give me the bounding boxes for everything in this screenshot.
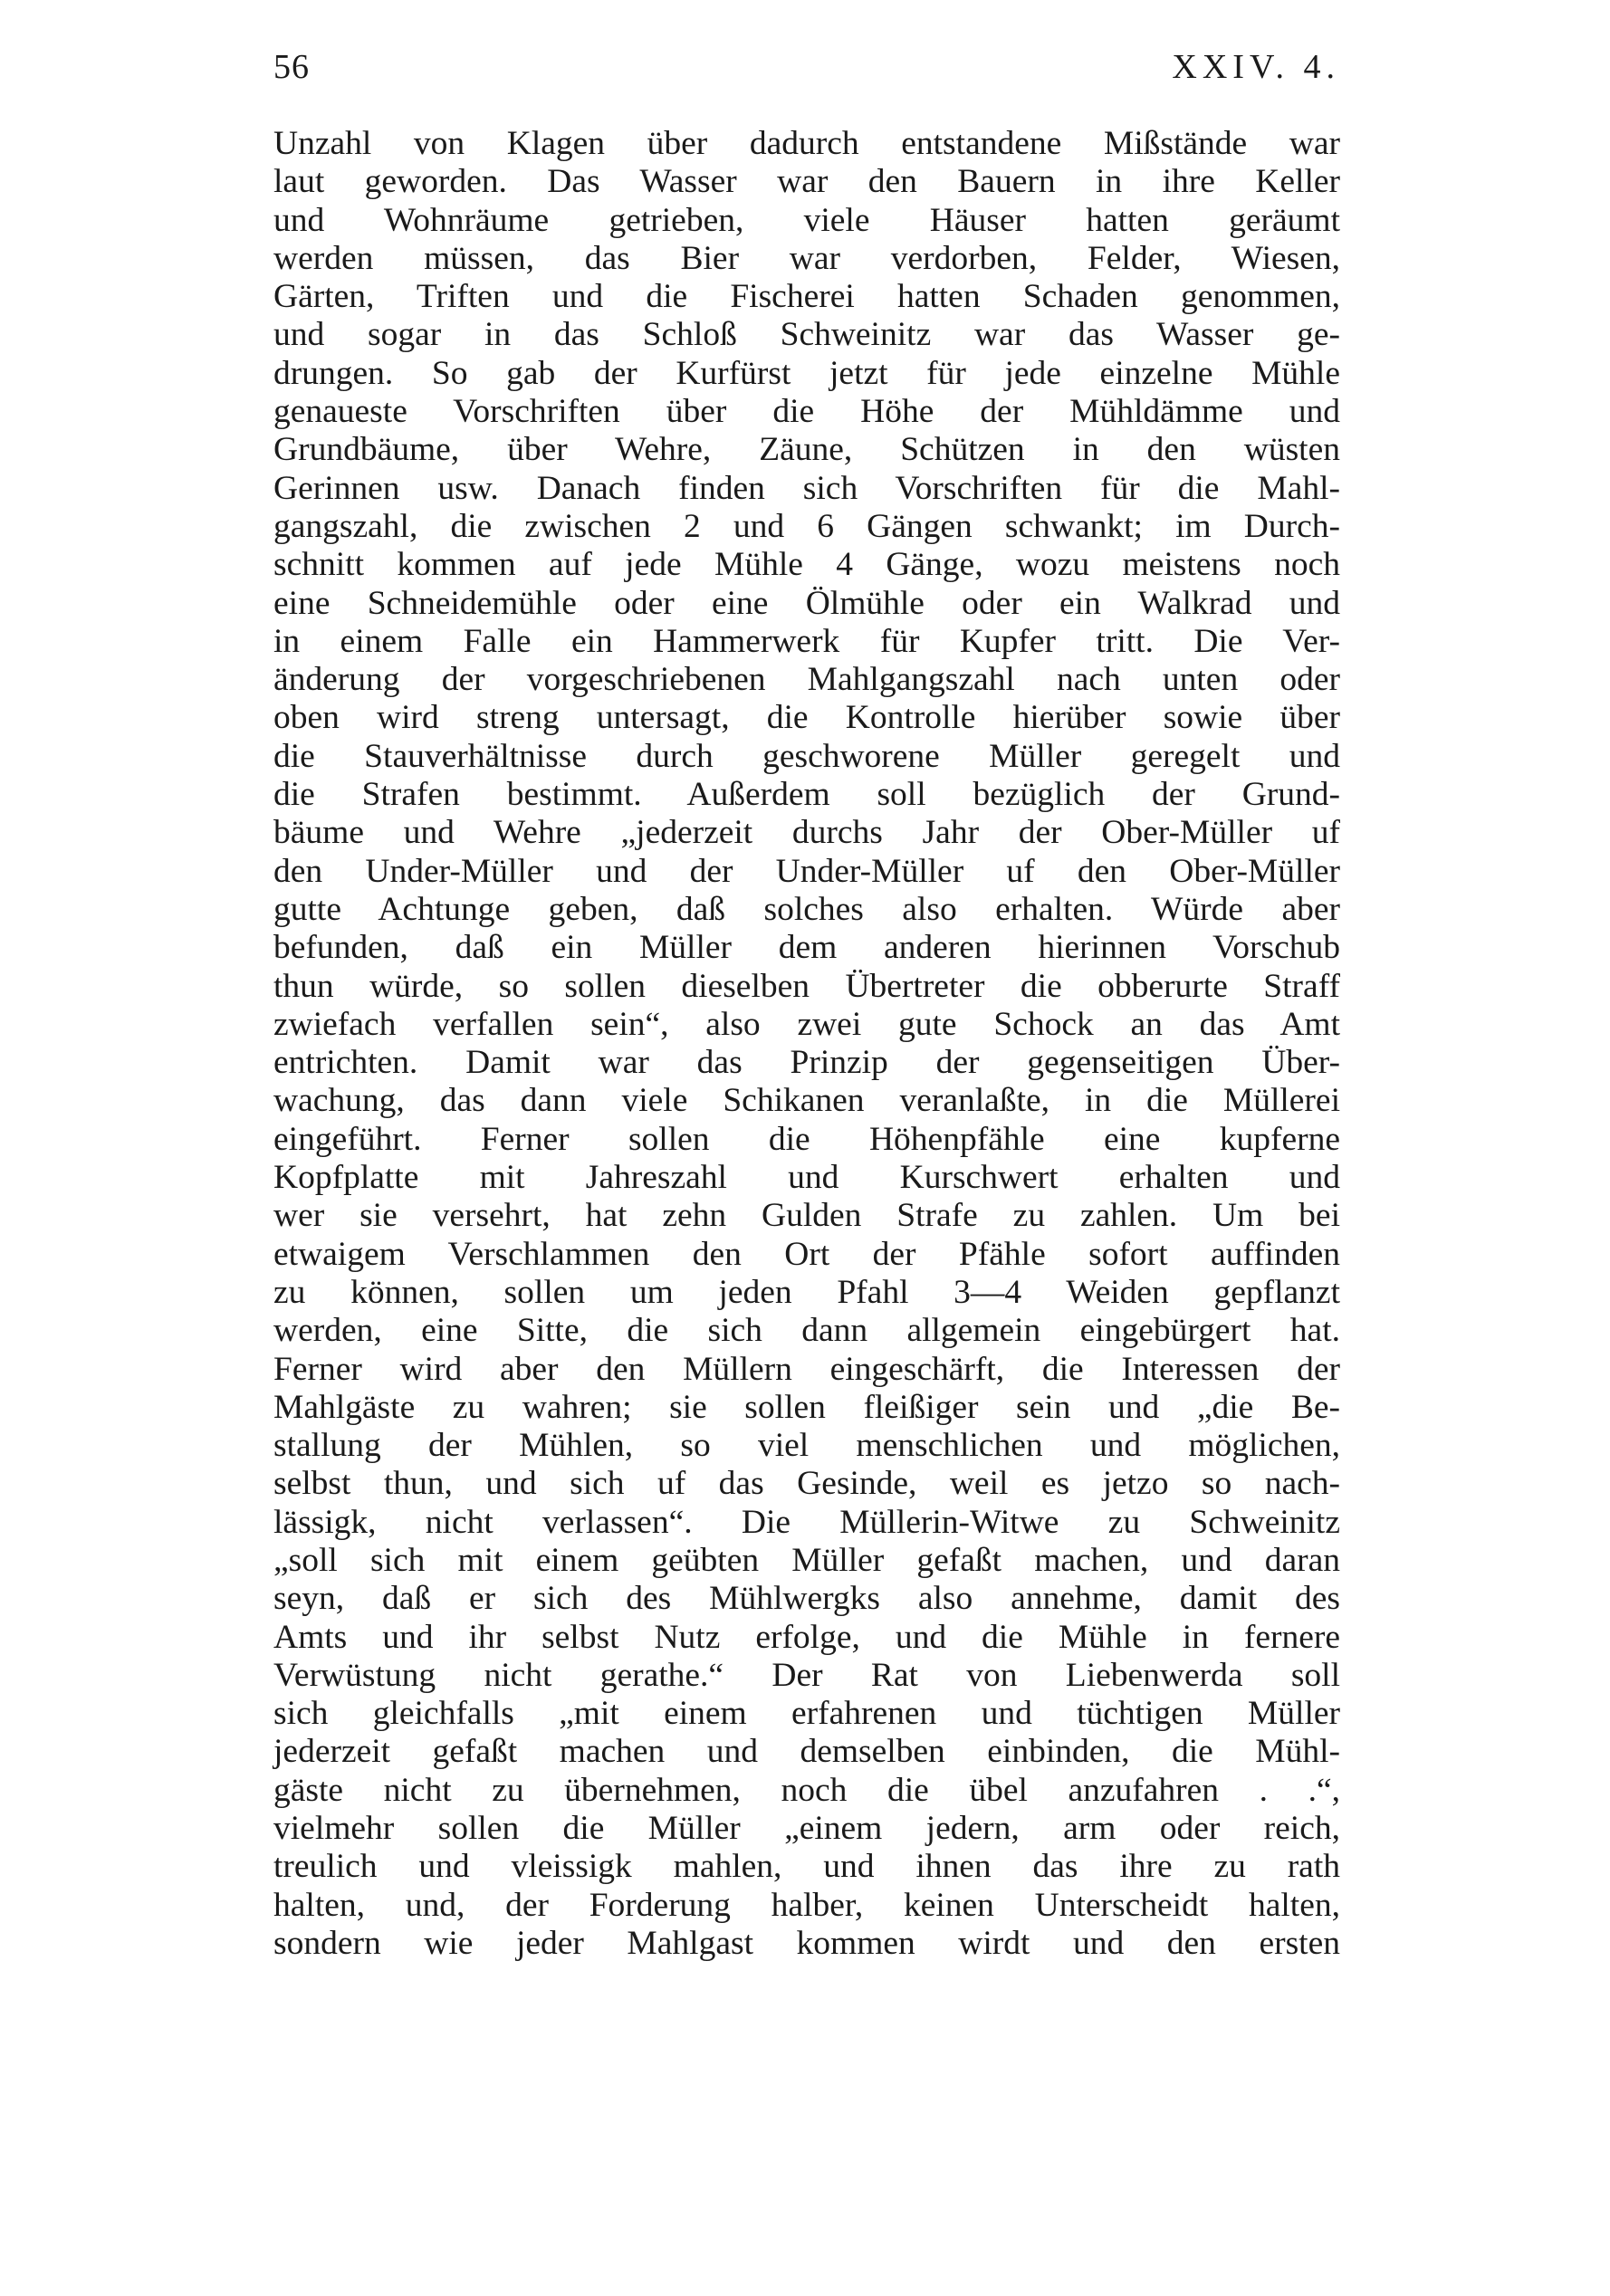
text-line: werden, eine Sitte, die sich dann allgemein eingebürgert hat. (273, 1312, 1340, 1350)
text-line: sondern wie jeder Mahlgast kommen wirdt und den ersten (273, 1924, 1340, 1962)
text-line: die Strafen bestimmt. Außerdem soll bezüglich der Grund- (273, 776, 1340, 814)
text-line: in einem Falle ein Hammerwerk für Kupfer tritt. Die Ver- (273, 622, 1340, 660)
text-line: Mahlgäste zu wahren; sie sollen fleißiger sein und „die Be- (273, 1388, 1340, 1426)
text-line: eine Schneidemühle oder eine Ölmühle oder ein Walkrad und (273, 584, 1340, 622)
text-line: bäume und Wehre „jederzeit durchs Jahr der Ober-Müller uf (273, 814, 1340, 852)
text-line: seyn, daß er sich des Mühlwergks also annehme, damit des (273, 1580, 1340, 1618)
text-line: entrichten. Damit war das Prinzip der gegenseitigen Über- (273, 1044, 1340, 1082)
text-line: oben wird streng untersagt, die Kontrolle hierüber sowie über (273, 699, 1340, 737)
text-line: änderung der vorgeschriebenen Mahlgangszahl nach unten oder (273, 661, 1340, 699)
text-line: den Under-Müller und der Under-Müller uf den Ober-Müller (273, 852, 1340, 890)
text-line: werden müssen, das Bier war verdorben, Felder, Wiesen, (273, 239, 1340, 277)
text-line: stallung der Mühlen, so viel menschlichen und möglichen, (273, 1427, 1340, 1465)
page-number: 56 (273, 48, 310, 86)
text-line: sich gleichfalls „mit einem erfahrenen und tüchtigen Müller (273, 1695, 1340, 1733)
text-line: drungen. So gab der Kurfürst jetzt für jede einzelne Mühle (273, 354, 1340, 392)
text-line: jederzeit gefaßt machen und demselben einbinden, die Mühl- (273, 1733, 1340, 1771)
text-line: und Wohnräume getrieben, viele Häuser hatten geräumt (273, 201, 1340, 239)
text-line: Grundbäume, über Wehre, Zäune, Schützen in den wüsten (273, 431, 1340, 469)
page-header (273, 47, 1340, 101)
text-line: wachung, das dann viele Schikanen veranlaßte, in die Müllerei (273, 1082, 1340, 1120)
body-text (273, 125, 1340, 1963)
section-marker: XXIV. 4. (1172, 48, 1340, 86)
text-line: Amts und ihr selbst Nutz erfolge, und die Mühle in fernere (273, 1618, 1340, 1656)
text-line: Verwüstung nicht gerathe.“ Der Rat von Liebenwerda soll (273, 1656, 1340, 1694)
text-line: selbst thun, und sich uf das Gesinde, weil es jetzo so nach- (273, 1465, 1340, 1503)
text-line: lässigk, nicht verlassen“. Die Müllerin-Witwe zu Schweinitz (273, 1503, 1340, 1541)
text-line: „soll sich mit einem geübten Müller gefaßt machen, und daran (273, 1541, 1340, 1579)
text-line: Gärten, Triften und die Fischerei hatten Schaden genommen, (273, 278, 1340, 316)
text-line: schnitt kommen auf jede Mühle 4 Gänge, wozu meistens noch (273, 546, 1340, 584)
text-line: gutte Achtunge geben, daß solches also erhalten. Würde aber (273, 890, 1340, 928)
text-line: Unzahl von Klagen über dadurch entstandene Mißstände war (273, 125, 1340, 162)
text-line: Gerinnen usw. Danach finden sich Vorschriften für die Mahl- (273, 469, 1340, 507)
text-line: genaueste Vorschriften über die Höhe der Mühldämme und (273, 393, 1340, 431)
text-line: befunden, daß ein Müller dem anderen hierinnen Vorschub (273, 929, 1340, 967)
text-line: Ferner wird aber den Müllern eingeschärft, die Interessen der (273, 1350, 1340, 1388)
text-line: halten, und, der Forderung halber, keinen Unterscheidt halten, (273, 1886, 1340, 1924)
text-line: eingeführt. Ferner sollen die Höhenpfähle eine kupferne (273, 1120, 1340, 1158)
text-line: vielmehr sollen die Müller „einem jedern, arm oder reich, (273, 1810, 1340, 1848)
text-line: etwaigem Verschlammen den Ort der Pfähle sofort auffinden (273, 1235, 1340, 1273)
text-line: gangszahl, die zwischen 2 und 6 Gängen schwankt; im Durch- (273, 507, 1340, 545)
text-line: laut geworden. Das Wasser war den Bauern in ihre Keller (273, 163, 1340, 201)
text-line: treulich und vleissigk mahlen, und ihnen das ihre zu rath (273, 1848, 1340, 1886)
text-line: Kopfplatte mit Jahreszahl und Kurschwert erhalten und (273, 1159, 1340, 1197)
text-line: zwiefach verfallen sein“, also zwei gute Schock an das Amt (273, 1005, 1340, 1043)
text-line: thun würde, so sollen dieselben Übertreter die obberurte Straff (273, 967, 1340, 1005)
text-line: gäste nicht zu übernehmen, noch die übel anzufahren . .“, (273, 1771, 1340, 1809)
text-line: zu können, sollen um jeden Pfahl 3—4 Weiden gepflanzt (273, 1273, 1340, 1311)
text-line: und sogar in das Schloß Schweinitz war das Wasser ge- (273, 316, 1340, 354)
text-line: wer sie versehrt, hat zehn Gulden Strafe zu zahlen. Um bei (273, 1197, 1340, 1235)
text-line: die Stauverhältnisse durch geschworene Müller geregelt und (273, 737, 1340, 775)
